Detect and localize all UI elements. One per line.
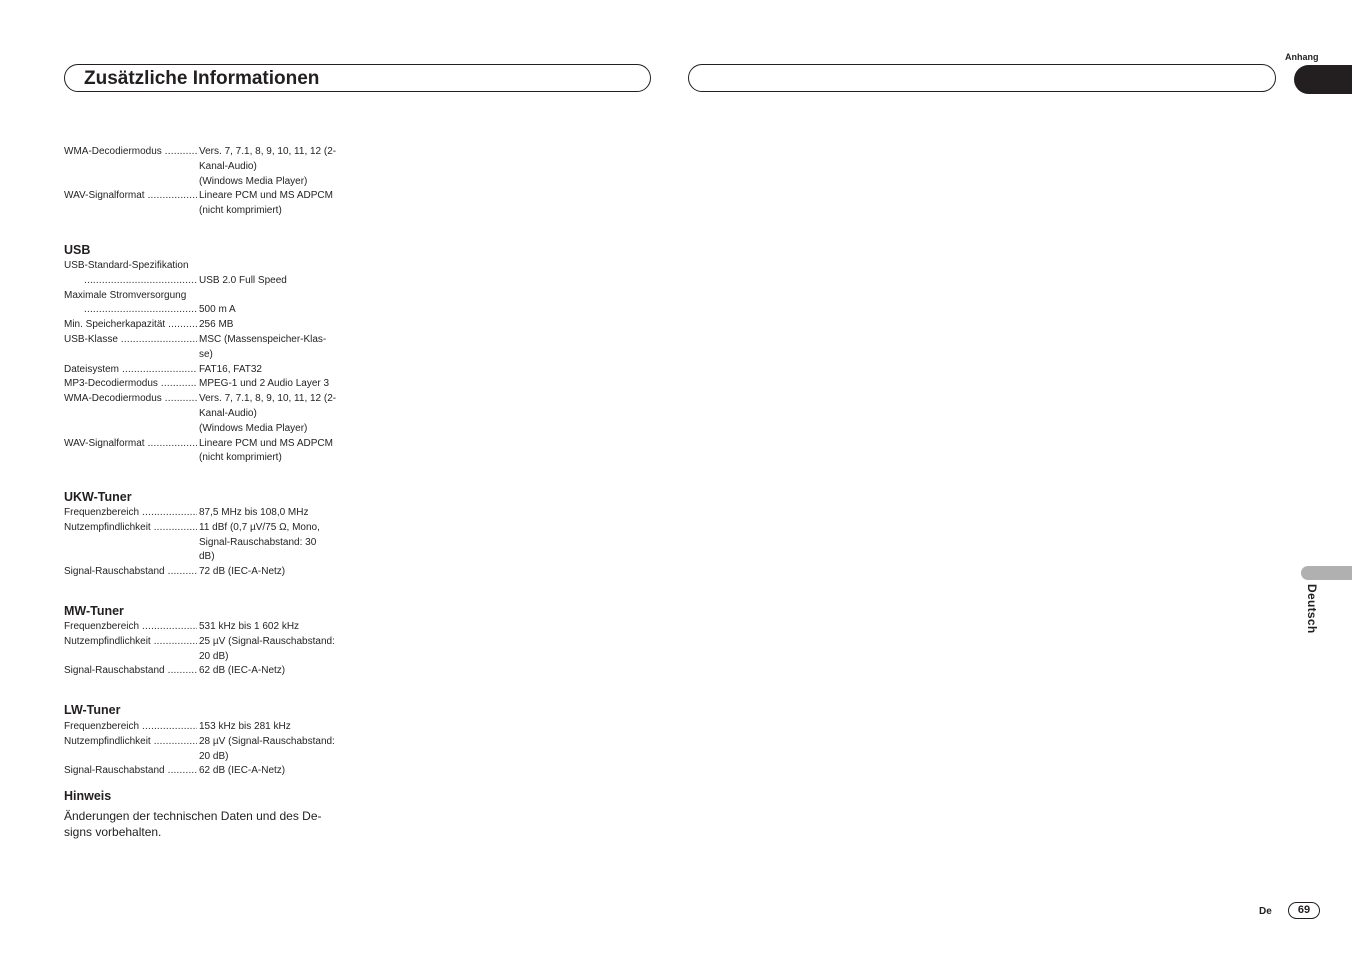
spec-value: 28 µV (Signal-Rauschabstand: bbox=[199, 735, 335, 747]
spec-value: 62 dB (IEC-A-Netz) bbox=[199, 765, 286, 777]
ukw-tuner-spec-list bbox=[64, 506, 354, 580]
spec-label: Frequenzbereich ..... bbox=[64, 506, 197, 521]
spec-row bbox=[64, 363, 354, 378]
spec-value: 20 dB) bbox=[199, 750, 229, 762]
right-header-box bbox=[688, 64, 1276, 92]
spec-row bbox=[64, 259, 354, 274]
spec-value: (nicht komprimiert) bbox=[199, 205, 282, 217]
note-heading: Hinweis bbox=[64, 789, 112, 803]
spec-value: 62 dB (IEC-A-Netz) bbox=[199, 665, 286, 677]
note-line: signs vorbehalten. bbox=[64, 825, 162, 839]
language-tab bbox=[1301, 566, 1352, 580]
spec-value: 87,5 MHz bis 108,0 MHz bbox=[199, 507, 309, 518]
spec-value: MPEG-1 und 2 Audio Layer 3 bbox=[199, 378, 330, 390]
spec-row bbox=[64, 377, 354, 392]
spec-value: se) bbox=[199, 348, 213, 360]
spec-value: 153 kHz bis 281 kHz bbox=[199, 721, 291, 732]
language-code: De bbox=[1259, 906, 1272, 917]
spec-row bbox=[64, 764, 354, 779]
spec-value: (nicht komprimiert) bbox=[199, 452, 282, 464]
spec-leader bbox=[84, 274, 197, 289]
spec-label: Signal-Rauschabstand ..... bbox=[64, 764, 197, 779]
spec-value: Kanal-Audio) bbox=[199, 160, 257, 172]
spec-label: Frequenzbereich ..... bbox=[64, 720, 197, 735]
spec-value: Kanal-Audio) bbox=[199, 407, 257, 419]
spec-row bbox=[64, 145, 354, 189]
spec-leader bbox=[84, 303, 197, 318]
spec-row bbox=[64, 318, 354, 333]
spec-label: WAV-Signalformat ..... bbox=[64, 189, 197, 204]
spec-row bbox=[64, 735, 354, 765]
section-label: Anhang bbox=[1285, 52, 1319, 62]
spec-value: 256 MB bbox=[199, 319, 234, 331]
spec-value: 20 dB) bbox=[199, 650, 229, 662]
spec-value: dB) bbox=[199, 551, 215, 563]
ukw-tuner-heading: UKW-Tuner bbox=[64, 490, 132, 504]
spec-label: Frequenzbereich ..... bbox=[64, 620, 197, 635]
mw-tuner-heading: MW-Tuner bbox=[64, 604, 124, 618]
spec-label: Min. Speicherkapazität ..... bbox=[64, 318, 197, 333]
lw-tuner-spec-list bbox=[64, 720, 354, 779]
spec-value: Signal-Rauschabstand: 30 bbox=[199, 536, 317, 548]
spec-row bbox=[64, 437, 354, 467]
spec-label: MP3-Decodiermodus ..... bbox=[64, 377, 197, 392]
spec-label: WMA-Decodiermodus ..... bbox=[64, 392, 197, 407]
spec-value: Lineare PCM und MS ADPCM bbox=[199, 437, 333, 449]
page-title: Zusätzliche Informationen bbox=[84, 68, 320, 89]
spec-row bbox=[64, 720, 354, 735]
spec-row bbox=[64, 289, 354, 304]
wma-wav-spec-list bbox=[64, 145, 354, 219]
spec-label: Nutzempfindlichkeit ..... bbox=[64, 521, 197, 536]
spec-row bbox=[64, 506, 354, 521]
spec-value: Vers. 7, 7.1, 8, 9, 10, 11, 12 (2- bbox=[199, 146, 337, 157]
spec-value: FAT16, FAT32 bbox=[199, 363, 262, 375]
spec-row bbox=[64, 274, 354, 289]
note-text bbox=[64, 808, 354, 840]
spec-label: Maximale Stromversorgung bbox=[64, 289, 187, 301]
spec-label: Signal-Rauschabstand ..... bbox=[64, 565, 197, 580]
spec-label: USB-Standard-Spezifikation bbox=[64, 260, 189, 271]
spec-value: 11 dBf (0,7 µV/75 Ω, Mono, bbox=[199, 521, 320, 533]
spec-value: 500 m A bbox=[199, 304, 236, 316]
page-number: 69 bbox=[1288, 902, 1320, 919]
spec-label: Dateisystem ..... bbox=[64, 363, 197, 378]
language-label: Deutsch bbox=[1305, 584, 1319, 634]
spec-row bbox=[64, 565, 354, 580]
spec-label: Nutzempfindlichkeit ..... bbox=[64, 735, 197, 750]
spec-label: USB-Klasse ..... bbox=[64, 333, 197, 348]
spec-label: WAV-Signalformat ..... bbox=[64, 437, 197, 452]
spec-value: 531 kHz bis 1 602 kHz bbox=[199, 621, 300, 632]
spec-row bbox=[64, 620, 354, 635]
spec-row bbox=[64, 392, 354, 436]
spec-row bbox=[64, 521, 354, 565]
spec-row bbox=[64, 303, 354, 318]
lw-tuner-heading: LW-Tuner bbox=[64, 703, 121, 717]
usb-spec-list bbox=[64, 259, 354, 466]
spec-row bbox=[64, 664, 354, 679]
mw-tuner-spec-list bbox=[64, 620, 354, 679]
note-line: Änderungen der technischen Daten und des De- bbox=[64, 809, 322, 823]
spec-value: (Windows Media Player) bbox=[199, 175, 308, 187]
spec-value: USB 2.0 Full Speed bbox=[199, 274, 287, 286]
spec-value: 25 µV (Signal-Rauschabstand: bbox=[199, 635, 335, 647]
spec-label: Nutzempfindlichkeit ..... bbox=[64, 635, 197, 650]
spec-row bbox=[64, 189, 354, 219]
section-tab bbox=[1294, 65, 1352, 94]
spec-label: WMA-Decodiermodus ..... bbox=[64, 145, 197, 160]
spec-label: Signal-Rauschabstand ..... bbox=[64, 664, 197, 679]
spec-row bbox=[64, 333, 354, 363]
spec-value: Lineare PCM und MS ADPCM bbox=[199, 190, 333, 202]
usb-heading: USB bbox=[64, 243, 91, 257]
spec-value: Vers. 7, 7.1, 8, 9, 10, 11, 12 (2- bbox=[199, 393, 337, 405]
spec-row bbox=[64, 635, 354, 665]
spec-value: (Windows Media Player) bbox=[199, 422, 308, 434]
spec-value: 72 dB (IEC-A-Netz) bbox=[199, 566, 286, 578]
spec-value: MSC (Massenspeicher-Klas- bbox=[199, 333, 327, 345]
